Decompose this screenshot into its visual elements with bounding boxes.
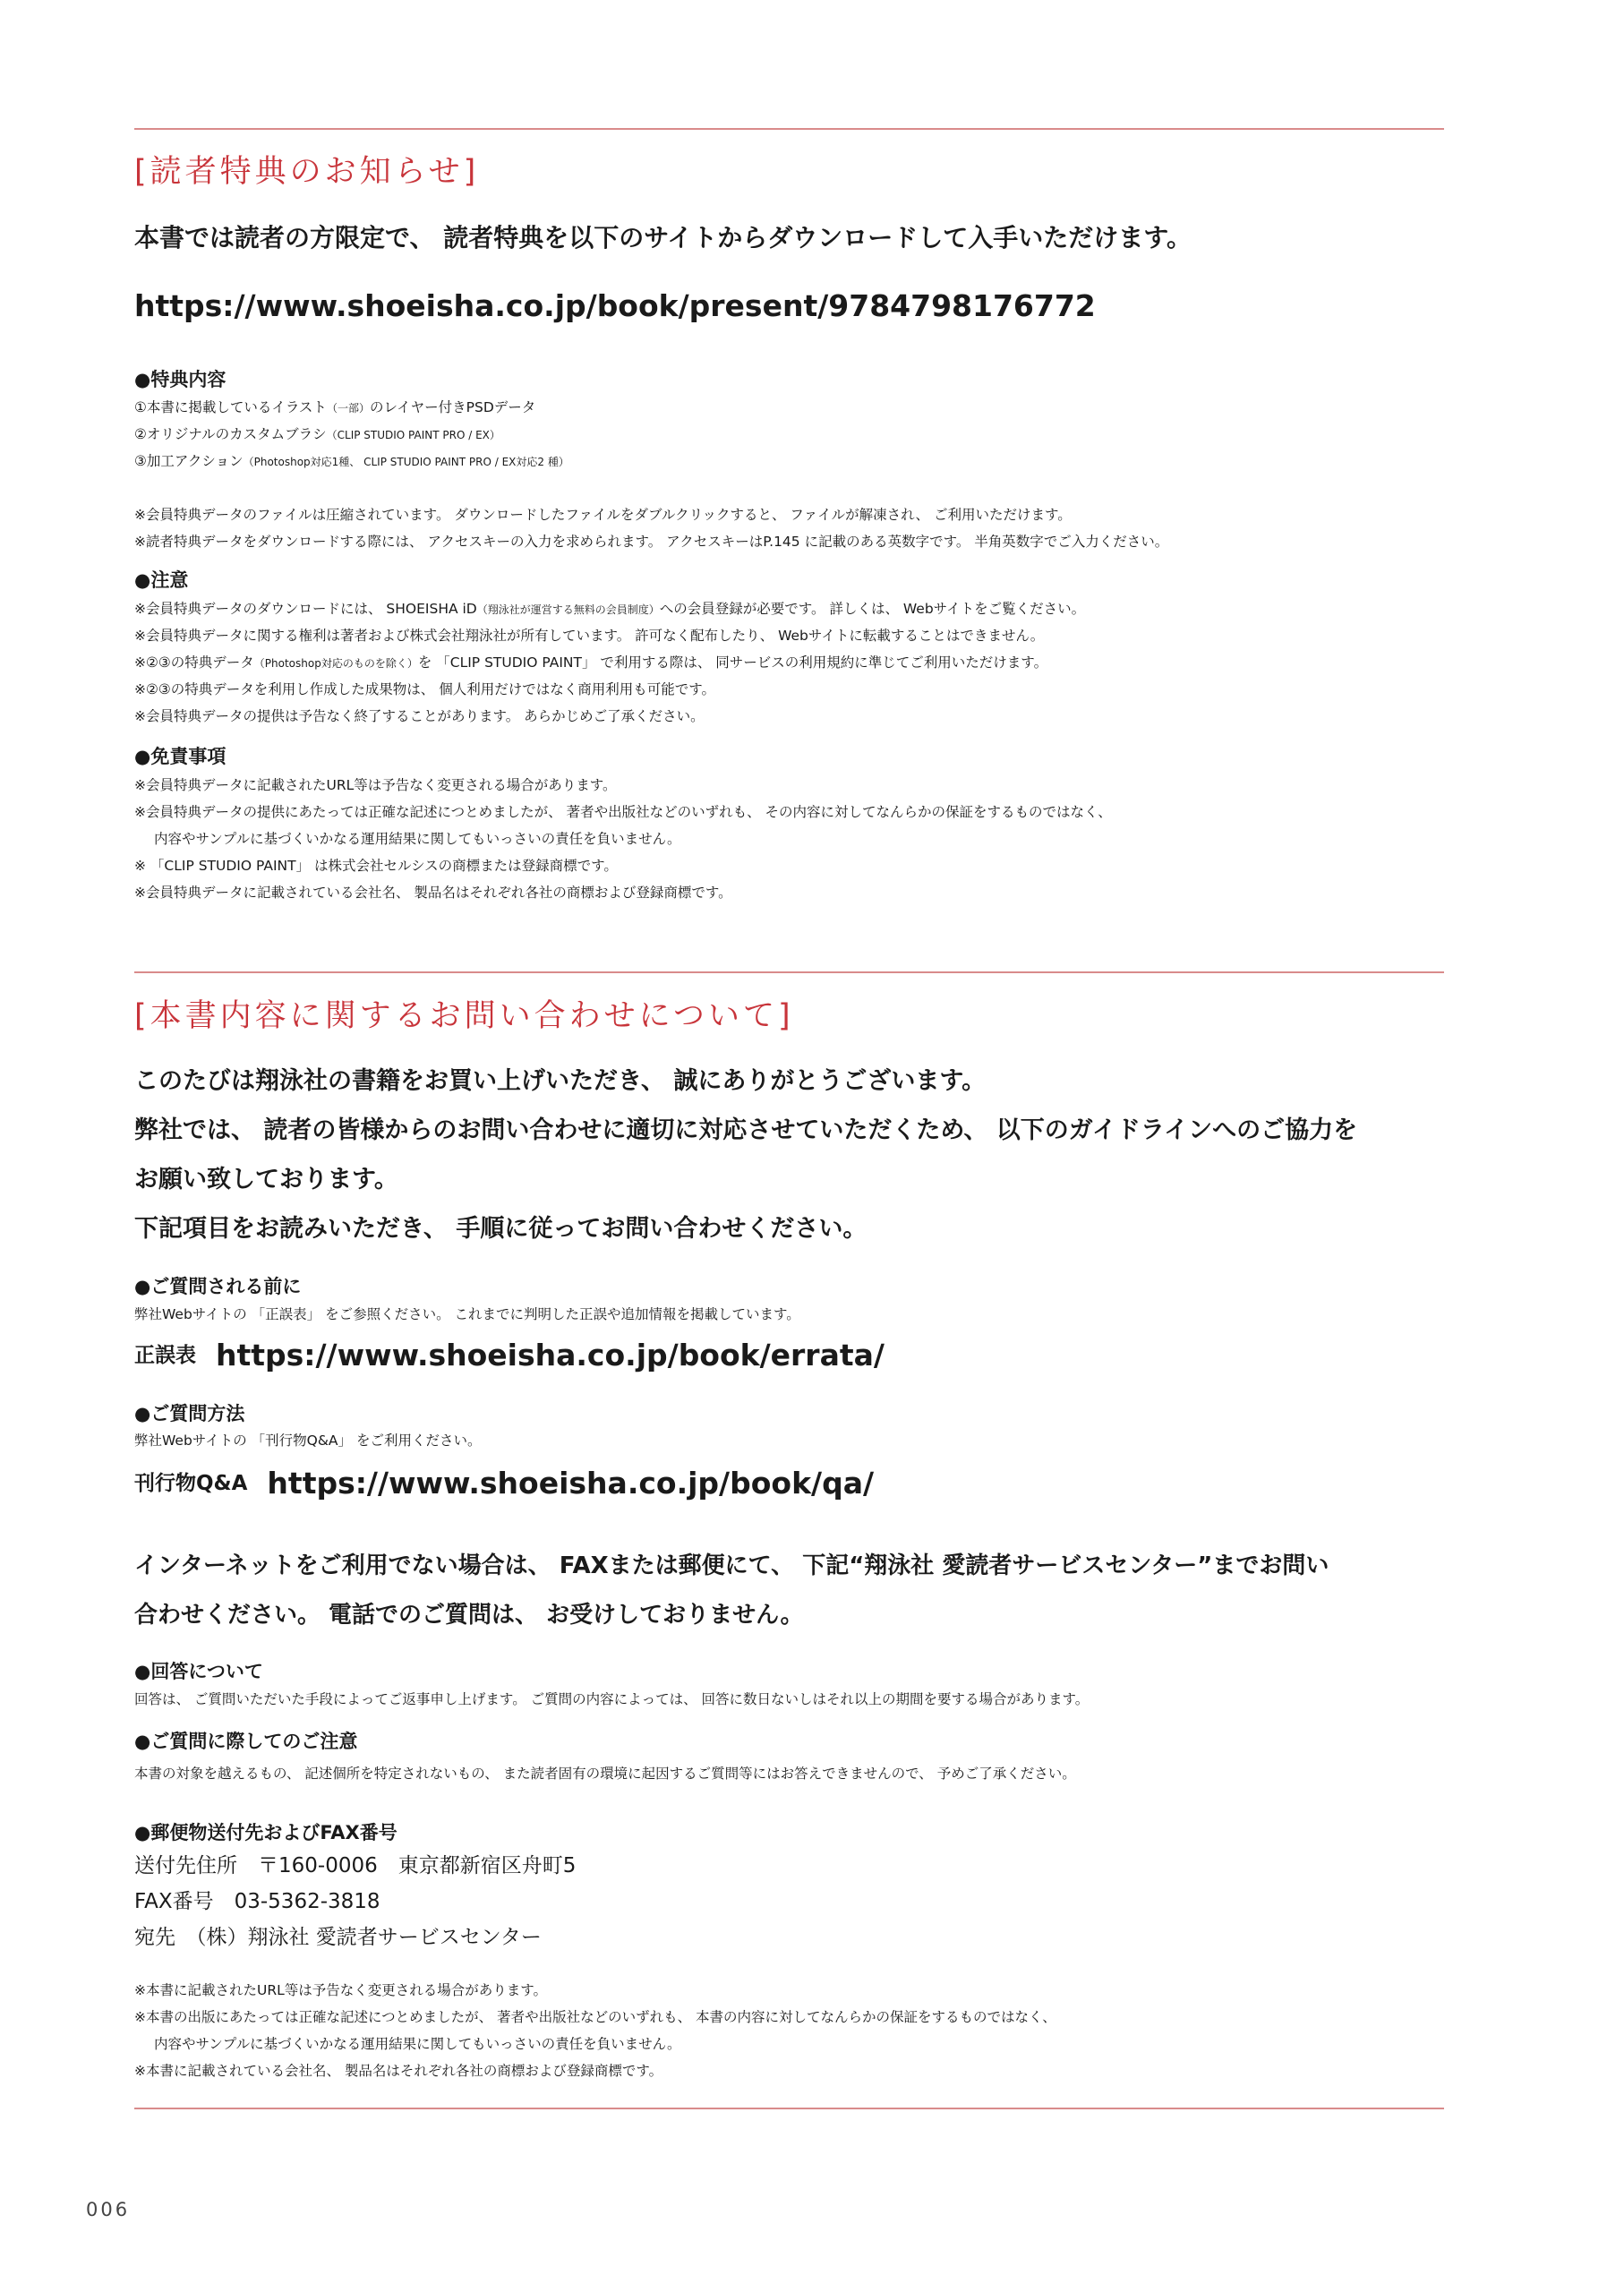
section-heading-inquiries: [本書内容に関するお問い合わせについて]	[134, 998, 794, 1034]
bonus-contents-list	[134, 394, 569, 475]
postal-address	[134, 1848, 576, 1955]
list-item: ※会員特典データの提供は予告なく終了することがあります。 あらかじめご了承ください。	[134, 708, 705, 724]
question-method-heading: ●ご質問方法	[134, 1403, 245, 1424]
list-item: 内容やサンプルに基づくいかなる運用結果に関してもいっさいの責任を負いません。	[154, 831, 681, 847]
question-caution-text: 本書の対象を越えるもの、 記述個所を特定されないもの、 また読者固有の環境に起因するご質問等にはお答えできませんので、 予めご了承ください。	[134, 1766, 1076, 1782]
answer-text: 回答は、 ご質問いただいた手段によってご返事申し上げます。 ご質問の内容によっては、 回答に数日ないしはそれ以上の期間を要する場合があります。	[134, 1691, 1090, 1707]
question-method-text: 弊社Webサイトの 「刊行物Q&A」 をご利用ください。	[134, 1432, 482, 1449]
top-rule	[134, 128, 1444, 130]
before-asking-text: 弊社Webサイトの 「正誤表」 をご参照ください。 これまでに判明した正誤や追加情報を掲載しています。	[134, 1306, 800, 1322]
bonus-download-url[interactable]: https://www.shoeisha.co.jp/book/present/9784798176772	[134, 288, 1096, 323]
page-number: 006	[86, 2199, 131, 2220]
recipient-line: 宛先 （株）翔泳社 愛読者サービスセンター	[134, 1926, 542, 1949]
qa-label: 刊行物Q&A	[134, 1472, 248, 1495]
answer-heading: ●回答について	[134, 1661, 263, 1682]
qa-url[interactable]: https://www.shoeisha.co.jp/book/qa/	[267, 1466, 875, 1501]
footnote: 内容やサンプルに基づくいかなる運用結果に関してもいっさいの責任を負いません。	[154, 2036, 681, 2052]
list-item: ③加工アクション（Photoshop対応1種、 CLIP STUDIO PAINT PRO / EX対応2 種）	[134, 453, 569, 469]
bonus-intro-text: 本書では読者の方限定で、 読者特典を以下のサイトからダウンロードして入手いただけます。	[134, 223, 1192, 252]
errata-label: 正誤表	[134, 1344, 196, 1367]
list-item: ※②③の特典データ（Photoshop対応のものを除く）を 「CLIP STUDIO PAINT」 で利用する際は、 同サービスの利用規約に準じてご利用いただけます。	[134, 654, 1048, 671]
list-item: ※会員特典データに関する権利は著者および株式会社翔泳社が所有しています。 許可なく配布したり、 Webサイトに転載することはできません。	[134, 628, 1045, 644]
list-item: ※②③の特典データを利用し作成した成果物は、 個人利用だけではなく商用利用も可能です。	[134, 681, 715, 697]
list-item: ①本書に掲載しているイラスト（一部）のレイヤー付きPSDデータ	[134, 399, 536, 415]
before-asking-heading: ●ご質問される前に	[134, 1276, 302, 1297]
footnote: ※本書に記載されたURL等は予告なく変更される場合があります。	[134, 1982, 547, 1998]
disclaimer-heading: ●免責事項	[134, 746, 227, 767]
list-item: ※会員特典データに記載されている会社名、 製品名はそれぞれ各社の商標および登録商標です。	[134, 885, 732, 901]
note-item: ※会員特典データのファイルは圧縮されています。 ダウンロードしたファイルをダブルクリックすると、 ファイルが解凍され、 ご利用いただけます。	[134, 507, 1072, 523]
list-item: ※会員特典データの提供にあたっては正確な記述につとめましたが、 著者や出版社などのいずれも、 その内容に対してなんらかの保証をするものではなく、	[134, 804, 1112, 820]
intro-line: このたびは翔泳社の書籍をお買い上げいただき、 誠にありがとうございます。	[134, 1067, 987, 1095]
intro-line: 弊社では、 読者の皆様からのお問い合わせに適切に対応させていただくため、 以下のガイドラインへのご協力を	[134, 1116, 1358, 1144]
bottom-rule	[134, 2108, 1444, 2109]
bonus-notes	[134, 501, 1168, 555]
footnote: ※本書の出版にあたっては正確な記述につとめましたが、 著者や出版社などのいずれも、 本書の内容に対してなんらかの保証をするものではなく、	[134, 2009, 1056, 2025]
intro-line: 下記項目をお読みいただき、 手順に従ってお問い合わせください。	[134, 1215, 868, 1243]
caution-heading: ●注意	[134, 569, 189, 591]
list-item: ※会員特典データに記載されたURL等は予告なく変更される場合があります。	[134, 777, 617, 793]
section-heading-reader-bonus: [読者特典のお知らせ]	[134, 154, 480, 190]
footnotes	[134, 1977, 1056, 2084]
list-item: ※会員特典データのダウンロードには、 SHOEISHA iD（翔泳社が運営する無料の会員制度）への会員登録が必要です。 詳しくは、 Webサイトをご覧ください。	[134, 601, 1086, 617]
section-divider	[134, 971, 1444, 973]
qa-link[interactable]	[134, 1466, 874, 1501]
note-item: ※読者特典データをダウンロードする際には、 アクセスキーの入力を求められます。 アクセスキーはP.145 に記載のある英数字です。 半角英数字でご入力ください。	[134, 534, 1169, 550]
question-caution-heading: ●ご質問に際してのご注意	[134, 1731, 358, 1752]
fax-line: FAX番号 03-5362-3818	[134, 1890, 380, 1913]
errata-link[interactable]	[134, 1338, 885, 1373]
list-item: ※ 「CLIP STUDIO PAINT」 は株式会社セルシスの商標または登録商標です。	[134, 858, 618, 874]
intro-line: お願い致しております。	[134, 1166, 398, 1193]
footnote: ※本書に記載されている会社名、 製品名はそれぞれ各社の商標および登録商標です。	[134, 2063, 663, 2079]
no-internet-text: インターネットをご利用でない場合は、 FAXまたは郵便にて、 下記“翔泳社 愛読者サービスセンター”までお問い 合わせください。 電話でのご質問は、 お受けしておりません。	[134, 1552, 1329, 1629]
disclaimer-list	[134, 772, 1112, 906]
caution-list	[134, 595, 1085, 730]
inquiry-intro	[134, 1056, 1357, 1253]
address-line: 送付先住所 〒160-0006 東京都新宿区舟町5	[134, 1854, 577, 1877]
bonus-contents-heading: ●特典内容	[134, 369, 227, 390]
list-item: ②オリジナルのカスタムブラシ（CLIP STUDIO PAINT PRO / EX）	[134, 426, 500, 442]
errata-url[interactable]: https://www.shoeisha.co.jp/book/errata/	[216, 1338, 885, 1373]
postal-heading: ●郵便物送付先およびFAX番号	[134, 1822, 397, 1843]
